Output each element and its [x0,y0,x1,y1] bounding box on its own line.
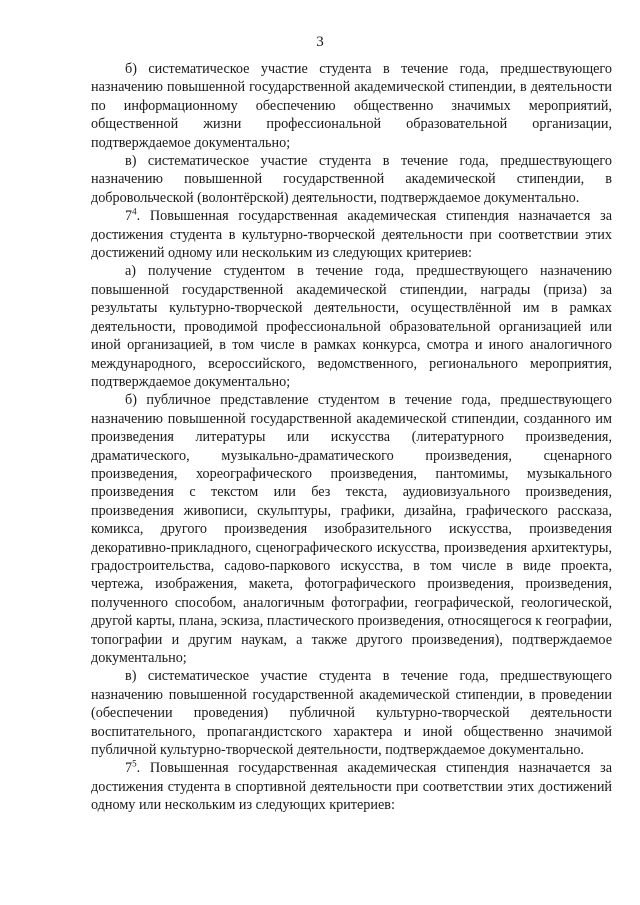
paragraph-text: б) публичное представление студентом в течение года, предшествующего назначению повышенной государственной академической стипендии, созданного им произведения литературы или искусства (литературного произведения, драматического, музыкально-драматического произведения, сценарного произведения, хореографического произведения, пантомимы, музыкального произведения с текстом или без текста, аудиовизуального произведения, произведения живописи, скульптуры, графики, дизайна, графического рассказа, комикса, другого произведения изобразительного искусства, произведения декоративно-прикладного, сценографического искусства, произведения архитектуры, градостроительства, садово-паркового искусства, в том числе в виде проекта, чертежа, изображения, макета, фотографического произведения, произведения, полученного способом, аналогичным фотографии, географической, геологической, другой карты, плана, эскиза, пластического произведения, относящегося к географии, топографии и другим наукам, а также другого произведения), подтверждаемое документально; [91,392,612,666]
clause-number: 7 [125,208,133,225]
document-body [91,60,612,815]
clause-number-superscript: 4 [132,206,137,217]
paragraph-text: а) получение студентом в течение года, предшествующего назначению повышенной государственной академической стипендии, награды (приза) за результаты культурно-творческой деятельности, осуществлённой им в рамках деятельности, проводимой профессиональной образовательной организацией или иной организацией, в том числе в рамках конкурса, смотра и иного аналогичного международного, всероссийского, ведомственного, регионального мероприятия, подтверждаемое документально; [91,263,612,390]
paragraph-criterion-b-info [91,60,612,152]
paragraph-criterion-b-public-work [91,391,612,667]
paragraph-text: . Повышенная государственная академическая стипендия назначается за достижения студента в культурно-творческой деятельности при соответствии этих достижений одному или нескольким из следующих критериев: [91,208,612,262]
clause-number-superscript: 5 [132,758,137,769]
clause-number: 7 [125,760,133,777]
paragraph-criterion-a-award [91,262,612,391]
paragraph-text: б) систематическое участие студента в течение года, предшествующего назначению повышенной государственной академической стипендии, в деятельности по информационному обеспечению общественно значимых мероприятий, общественной жизни профессиональной образовательной организации, подтверждаемое документально; [91,61,612,151]
paragraph-text: . Повышенная государственная академическая стипендия назначается за достижения студента в спортивной деятельности при соответствии этих достижений одному или нескольким из следующих критериев: [91,760,612,814]
page-number: 3 [316,34,324,50]
paragraph-clause-7-5 [91,759,612,814]
paragraph-clause-7-4 [91,207,612,262]
paragraph-text: в) систематическое участие студента в течение года, предшествующего назначению повышенной государственной академической стипендии, в проведении (обеспечении проведения) публичной культурно-творческой деятельности воспитательного, пропагандистского характера и иной общественно значимой публичной культурно-творческой деятельности, подтверждаемое документально. [91,668,612,759]
paragraph-criterion-v-volunteer [91,152,612,207]
paragraph-text: в) систематическое участие студента в течение года, предшествующего назначению повышенной государственной академической стипендии, в добровольческой (волонтёрской) деятельности, подтверждаемое документально. [91,153,612,206]
paragraph-criterion-v-cultural [91,667,612,759]
